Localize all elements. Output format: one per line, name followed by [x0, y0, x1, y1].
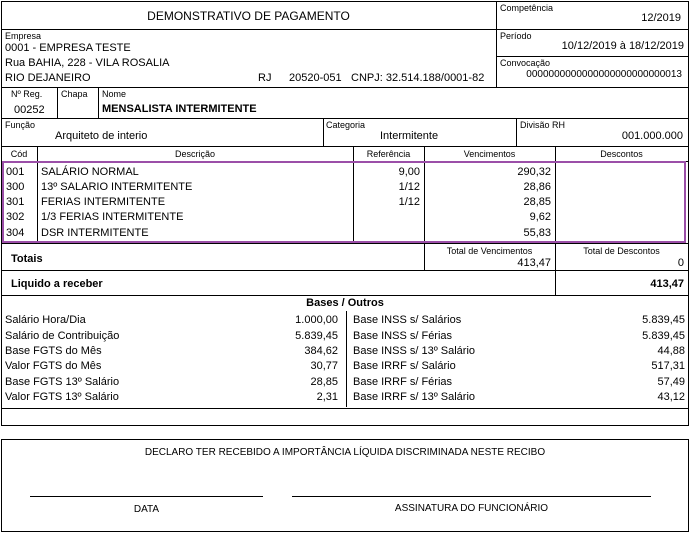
- competencia-label: Competência: [500, 3, 554, 13]
- divider: [57, 87, 58, 118]
- bases-left-value: 384,62: [304, 345, 338, 357]
- bases-left-label: Salário de Contribuição: [5, 330, 120, 342]
- row-desc: SALÁRIO NORMAL: [41, 166, 139, 178]
- bases-left-label: Salário Hora/Dia: [5, 314, 86, 326]
- bases-right-value: 44,88: [657, 345, 685, 357]
- reg-label: Nº Reg.: [11, 89, 43, 99]
- categoria-label: Categoria: [326, 120, 366, 130]
- periodo-value: 10/12/2019 à 18/12/2019: [561, 40, 684, 52]
- row-cod: 001: [6, 166, 25, 178]
- convocacao-value: 0000000000000000000000000013: [526, 69, 682, 80]
- divider: [496, 56, 689, 57]
- row-desc: DSR INTERMITENTE: [41, 227, 149, 239]
- bases-title: Bases / Outros: [306, 297, 384, 309]
- empresa-cidade: RIO DEJANEIRO: [5, 72, 91, 84]
- empresa-nome: 0001 - EMPRESA TESTE: [5, 42, 131, 54]
- bases-right-value: 5.839,45: [642, 330, 685, 342]
- periodo-label: Período: [500, 31, 532, 41]
- col-header-cod: Cód: [10, 149, 28, 159]
- competencia-value: 12/2019: [641, 12, 681, 24]
- divider: [1, 295, 689, 296]
- row-desc: 13º SALARIO INTERMITENTE: [41, 181, 193, 193]
- empresa-label: Empresa: [5, 31, 42, 41]
- row-desc: 1/3 FERIAS INTERMITENTE: [41, 211, 184, 223]
- divider: [323, 118, 324, 146]
- totais-label: Totais: [11, 253, 43, 265]
- reg-value: 00252: [14, 104, 45, 116]
- divider: [98, 87, 99, 118]
- bases-right-value: 43,12: [657, 391, 685, 403]
- bases-left-label: Valor FGTS do Mês: [5, 360, 102, 372]
- empresa-cep: 20520-051: [289, 72, 342, 84]
- total-vencimentos-label: Total de Vencimentos: [446, 246, 533, 256]
- row-venc: 290,32: [517, 166, 551, 178]
- col-header-referencia: Referência: [366, 149, 411, 159]
- date-label: DATA: [133, 504, 160, 515]
- bases-left-label: Base FGTS do Mês: [5, 345, 102, 357]
- row-venc: 28,85: [523, 196, 551, 208]
- divider: [1, 243, 689, 244]
- empresa-uf: RJ: [258, 72, 272, 84]
- liquido-value: 413,47: [650, 278, 684, 290]
- chapa-label: Chapa: [61, 89, 88, 99]
- document-title: DEMONSTRATIVO DE PAGAMENTO: [147, 9, 350, 23]
- divider: [346, 311, 347, 407]
- row-venc: 28,86: [523, 181, 551, 193]
- nome-label: Nome: [102, 89, 127, 99]
- bases-right-value: 517,31: [651, 360, 685, 372]
- bases-left-value: 5.839,45: [295, 330, 338, 342]
- bases-right-label: Base INSS s/ 13º Salário: [353, 345, 476, 357]
- declaration-text: DECLARO TER RECEBIDO A IMPORTÂNCIA LÍQUIDA DISCRIMINADA NESTE RECIBO: [144, 447, 546, 458]
- date-signature-line: [30, 496, 263, 497]
- employee-signature-line: [292, 496, 651, 497]
- row-cod: 301: [6, 196, 25, 208]
- bases-left-value: 2,31: [316, 391, 338, 403]
- divider: [1, 146, 689, 147]
- row-cod: 304: [6, 227, 25, 239]
- divider: [1, 118, 689, 119]
- row-ref: 9,00: [398, 166, 420, 178]
- divider: [496, 29, 689, 30]
- bases-right-label: Base IRRF s/ Salário: [353, 360, 456, 372]
- divisao-label: Divisão RH: [520, 120, 566, 130]
- bases-left-value: 28,85: [310, 376, 338, 388]
- bases-right-label: Base INSS s/ Férias: [353, 330, 453, 342]
- signature-label: ASSINATURA DO FUNCIONÁRIO: [394, 503, 549, 514]
- bases-right-label: Base IRRF s/ Férias: [353, 376, 453, 388]
- funcao-value: Arquiteto de interio: [55, 130, 148, 142]
- row-ref: 1/12: [398, 181, 420, 193]
- liquido-label: Liquido a receber: [11, 278, 103, 290]
- row-cod: 302: [6, 211, 25, 223]
- categoria-value: Intermitente: [380, 130, 439, 142]
- bases-left-label: Base FGTS 13º Salário: [5, 376, 120, 388]
- bases-left-label: Valor FGTS 13º Salário: [5, 391, 119, 403]
- divider: [1, 408, 689, 409]
- convocacao-label: Convocação: [500, 58, 551, 68]
- total-descontos-label: Total de Descontos: [583, 246, 660, 256]
- row-venc: 9,62: [529, 211, 551, 223]
- bases-right-label: Base INSS s/ Salários: [353, 314, 462, 326]
- empresa-endereco: Rua BAHIA, 228 - VILA ROSALIA: [5, 57, 170, 69]
- empresa-cnpj: CNPJ: 32.514.188/0001-82: [351, 72, 485, 84]
- row-ref: 1/12: [398, 196, 420, 208]
- divider: [1, 87, 689, 88]
- funcao-label: Função: [5, 120, 36, 130]
- col-header-descontos: Descontos: [600, 149, 643, 159]
- divider: [516, 118, 517, 146]
- col-header-vencimentos: Vencimentos: [463, 149, 516, 159]
- divider: [496, 1, 497, 88]
- row-desc: FERIAS INTERMITENTE: [41, 196, 166, 208]
- bases-right-value: 57,49: [657, 376, 685, 388]
- total-vencimentos-value: 413,47: [517, 257, 551, 269]
- bases-right-label: Base IRRF s/ 13º Salário: [353, 391, 476, 403]
- bases-left-value: 30,77: [310, 360, 338, 372]
- divisao-value: 001.000.000: [621, 130, 683, 142]
- divider: [1, 29, 497, 30]
- bases-right-value: 5.839,45: [642, 314, 685, 326]
- row-venc: 55,83: [523, 227, 551, 239]
- col-header-descricao: Descrição: [174, 149, 215, 159]
- nome-value: MENSALISTA INTERMITENTE: [102, 103, 257, 115]
- total-descontos-value: 0: [677, 257, 684, 269]
- bases-left-value: 1.000,00: [295, 314, 338, 326]
- row-cod: 300: [6, 181, 25, 193]
- divider: [1, 270, 689, 271]
